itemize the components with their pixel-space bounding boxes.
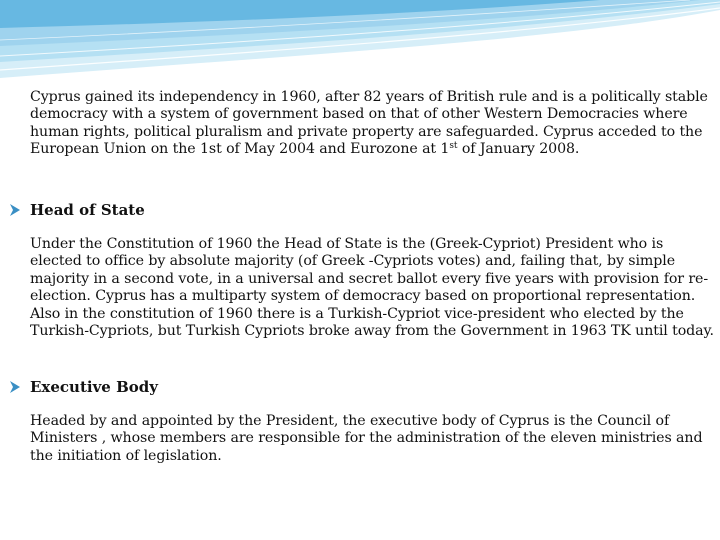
- heading-label: Executive Body: [30, 378, 158, 396]
- intro-ordinal-sup: st: [449, 141, 458, 152]
- heading-label: Head of State: [30, 201, 145, 219]
- intro-text-end: of January 2008.: [457, 141, 580, 158]
- intro-paragraph: [30, 89, 715, 159]
- intro-text: Cyprus gained its independency in 1960, after 82 years of British rule and is a politically stable democracy with a system of government based on that of other Western Democracies where human rights, political pluralism and private property are safeguarded. Cyprus acceded to the European Union on the 1st of May 2004 and Eurozone at 1: [30, 89, 708, 158]
- arrow-bullet-icon: [8, 203, 22, 217]
- arrow-bullet-icon: [8, 380, 22, 394]
- executive-body-paragraph: Headed by and appointed by the President, the executive body of Cyprus is the Council of Ministers , whose members are responsible for the administration of the eleven ministries and the initiation of legislation.: [30, 413, 703, 464]
- section-heading-head-of-state: [8, 201, 145, 219]
- header-wave-decoration: [0, 0, 720, 90]
- head-of-state-paragraph: Under the Constitution of 1960 the Head of State is the (Greek-Cypriot) President who is elected to office by absolute majority (of Greek -Cypriots votes) and, failing that, by simple majority in a second vote, in a universal and secret ballot every five years with provision for re-election. Cyprus has a multiparty system of democracy based on proportional representation. Also in the constitution of 1960 there is a Turkish-Cypriot vice-president who elected by the Turkish-Cypriots, but Turkish Cypriots broke away from the Government in 1963 TK until today.: [30, 236, 714, 340]
- section-heading-executive-body: [8, 378, 158, 396]
